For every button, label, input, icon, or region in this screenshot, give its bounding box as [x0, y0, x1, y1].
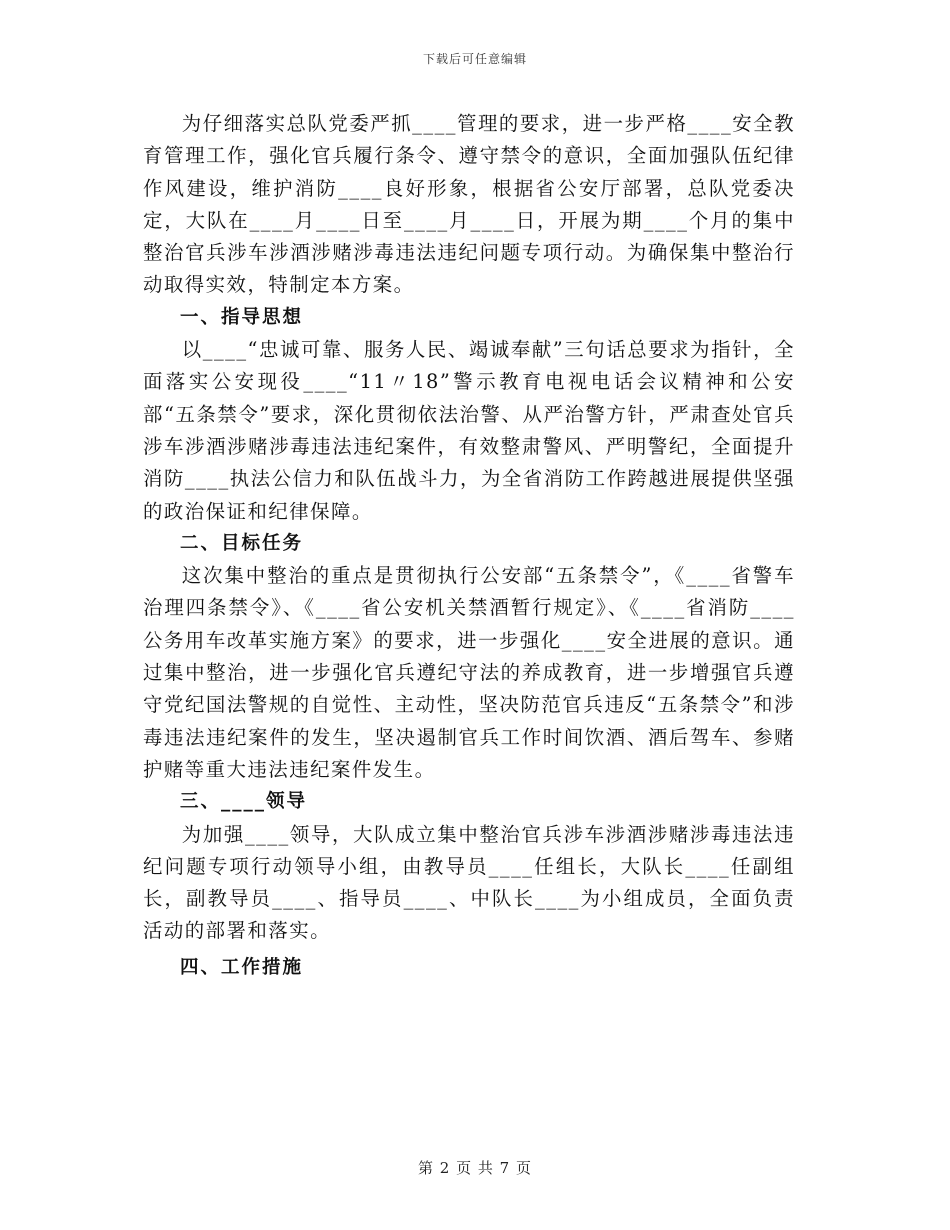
section-heading-goals: 二、目标任务: [180, 532, 304, 554]
guiding-ideology-paragraph: 以____“忠诚可靠、服务人民、竭诚奉献”三句话总要求为指针，全面落实公安现役____“11〃18”警示教育电视电话会议精神和公安部“五条禁令”要求，深化贯彻依法治警、从严治警方针，严肃查处官兵涉车涉酒涉赌涉毒违法违纪案件，有效整肃警风、严明警纪，全面提升消防____执法公信力和队伍战斗力，为全省消防工作跨越进展提供坚强的政治保证和纪律保障。: [143, 338, 795, 523]
page-number: 第 2 页 共 7 页: [418, 1159, 532, 1177]
leadership-paragraph: 为加强____领导，大队成立集中整治官兵涉车涉酒涉赌涉毒违法违纪问题专项行动领导小组，由教导员____任组长，大队长____任副组长，副教导员____、指导员____、中队长____为小组成员，全面负责活动的部署和落实。: [143, 822, 795, 943]
section-heading-leadership: 三、____领导: [180, 791, 308, 813]
section-heading-guiding-ideology: 一、指导思想: [180, 306, 304, 328]
intro-paragraph: 为仔细落实总队党委严抓____管理的要求，进一步严格____安全教育管理工作，强化官兵履行条令、遵守禁令的意识，全面加强队伍纪律作风建设，维护消防____良好形象，根据省公安厅部署，总队党委决定，大队在____月____日至____月____日，开展为期____个月的集中整治官兵涉车涉酒涉赌涉毒违法违纪问题专项行动。为确保集中整治行动取得实效，特制定本方案。: [143, 112, 795, 297]
goals-paragraph: 这次集中整治的重点是贯彻执行公安部“五条禁令”，《____省警车治理四条禁令》、《____省公安机关禁酒暂行规定》、《____省消防____公务用车改革实施方案》的要求，进一步强化____安全进展的意识。通过集中整治，进一步强化官兵遵纪守法的养成教育，进一步增强官兵遵守党纪国法警规的自觉性、主动性，坚决防范官兵违反“五条禁令”和涉毒违法违纪案件的发生，坚决遏制官兵工作时间饮酒、酒后驾车、参赌护赌等重大违法违纪案件发生。: [143, 564, 795, 781]
page-header: 下载后可任意编辑: [422, 52, 527, 66]
document-body: [143, 108, 795, 984]
section-heading-measures: 四、工作措施: [180, 956, 304, 978]
